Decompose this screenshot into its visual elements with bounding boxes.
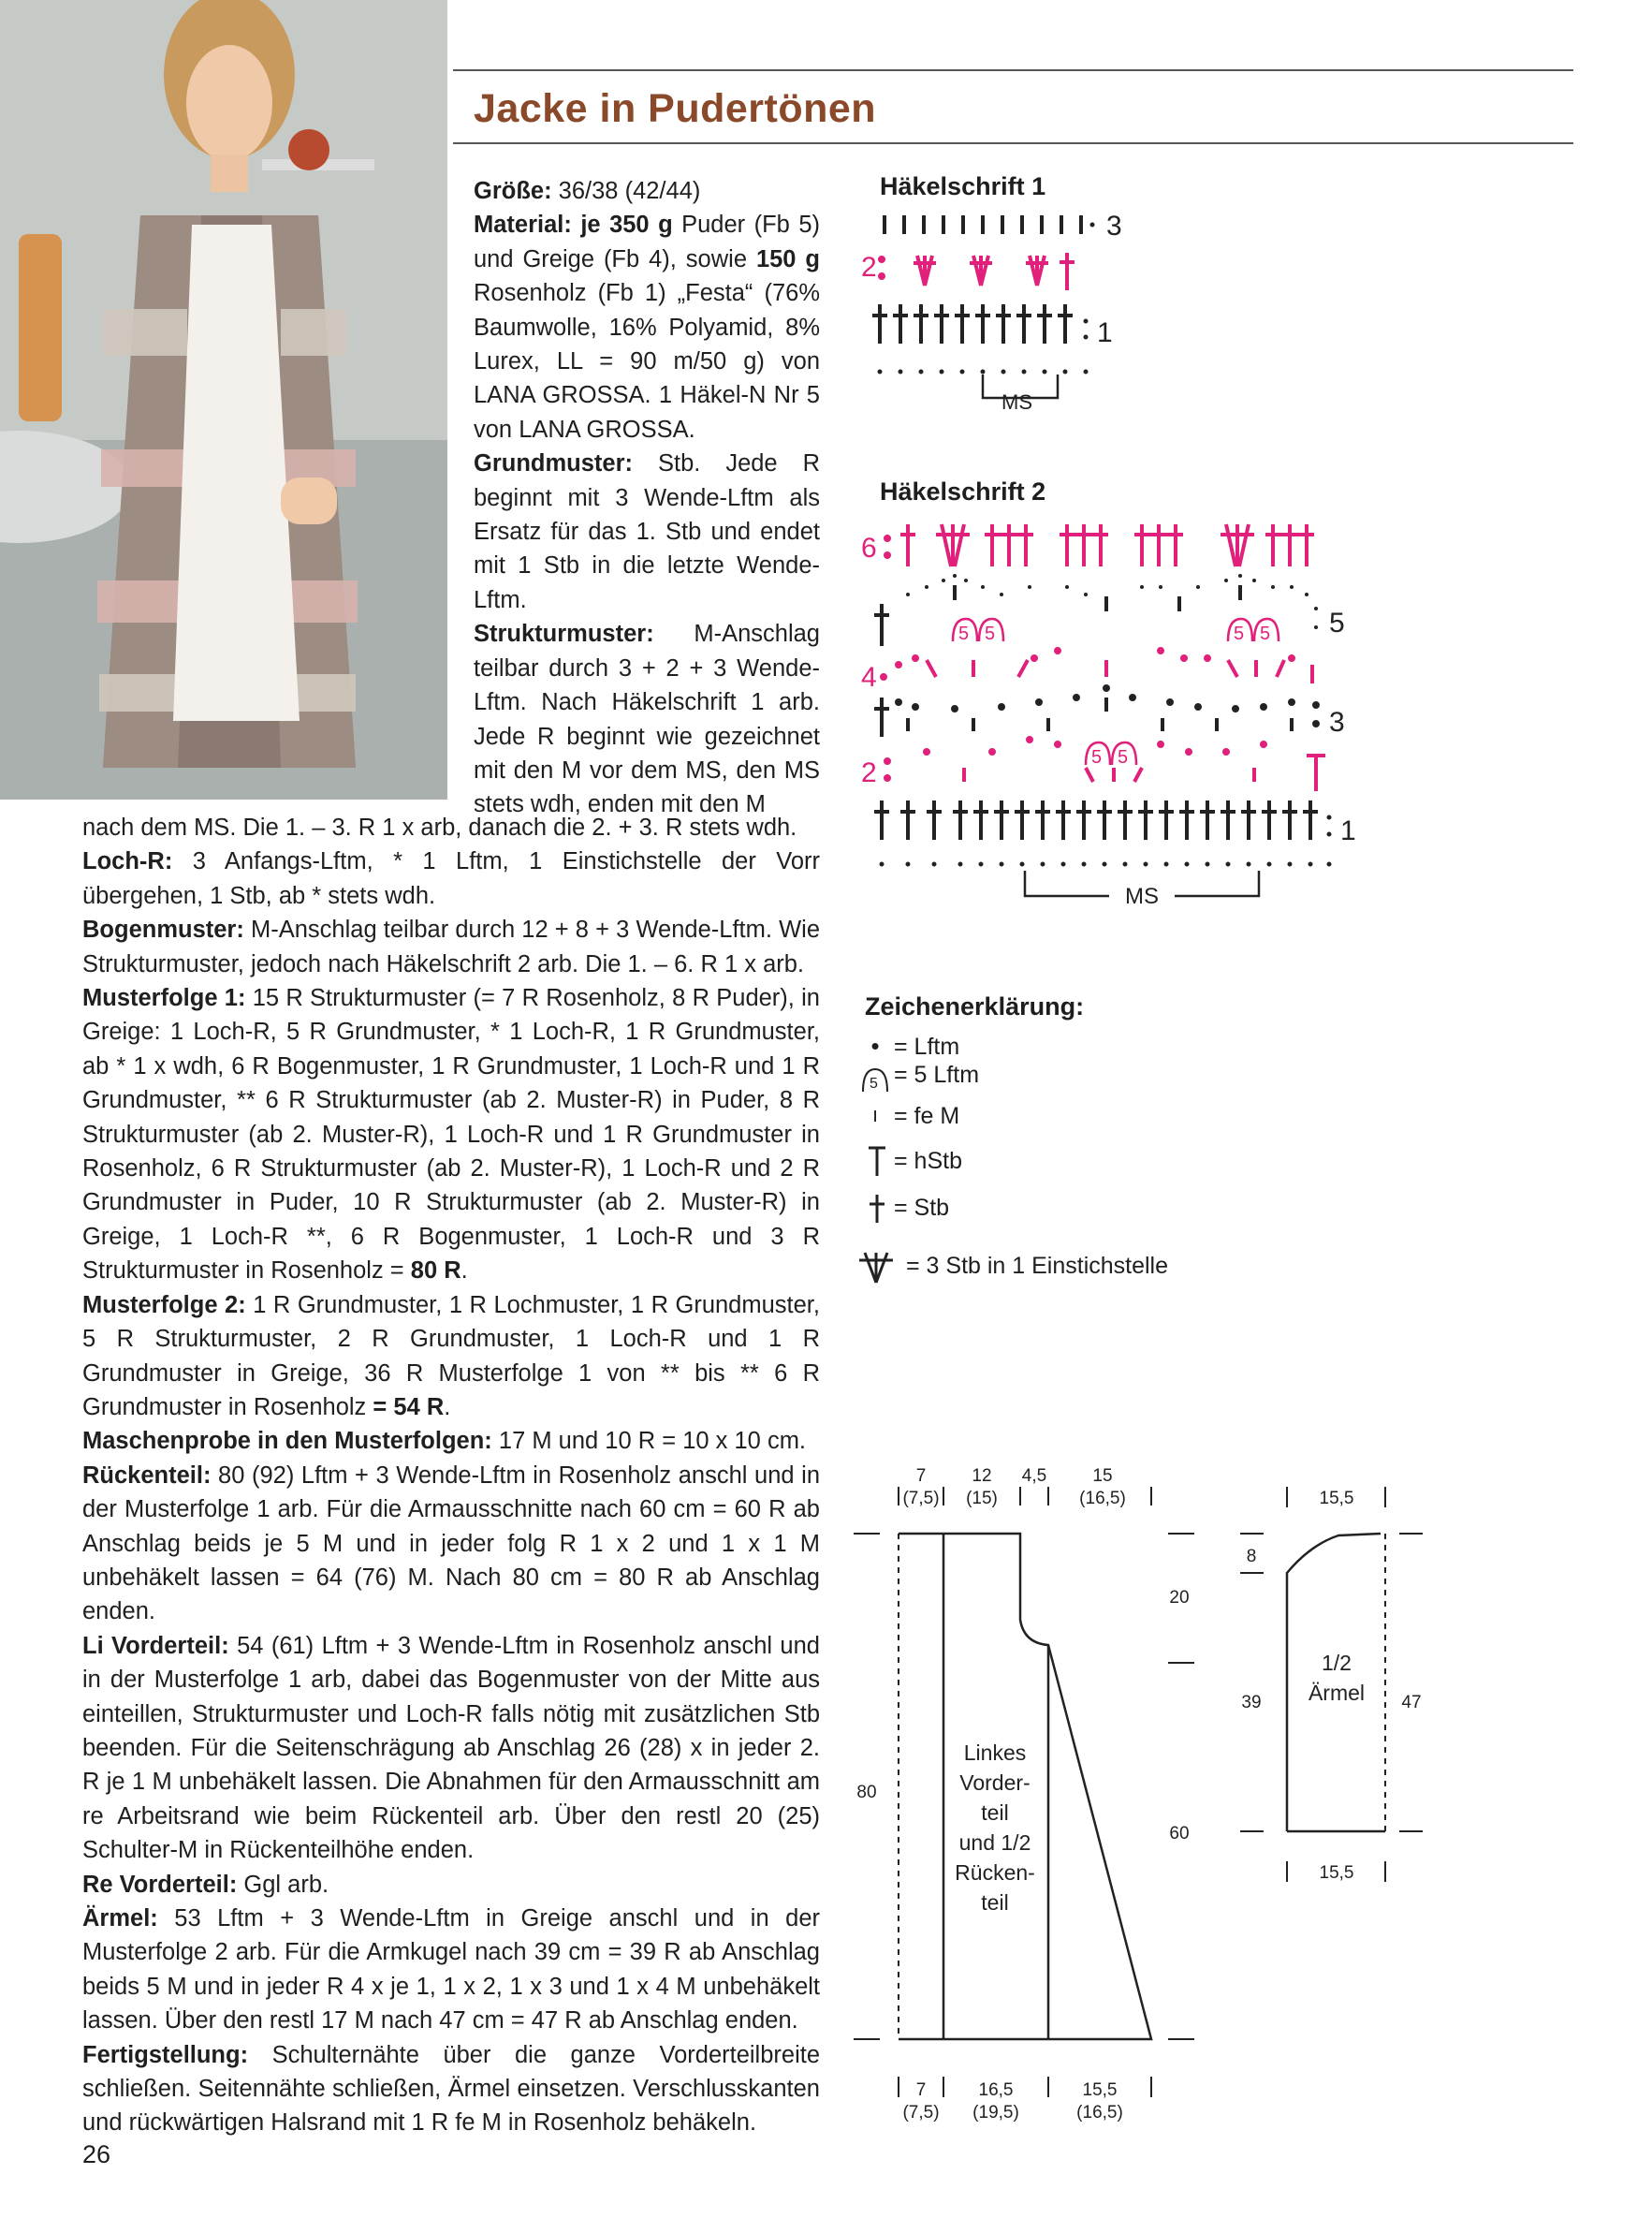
front-top-dim-1-alt: (7,5) bbox=[902, 1489, 940, 1508]
chart2-diagram bbox=[861, 510, 1498, 913]
instructions-top bbox=[474, 174, 820, 822]
front-top-dim-2: 12 bbox=[972, 1466, 992, 1486]
double-crochet-icon bbox=[863, 1191, 891, 1225]
svg-text:5: 5 bbox=[1118, 747, 1129, 768]
para-loch-r: Loch-R: 3 Anfangs-Lftm, * 1 Lftm, 1 Einstichstelle der Vorr übergehen, 1 Stb, ab * stets wdh. bbox=[82, 848, 820, 909]
chart2-row3 bbox=[874, 686, 1318, 737]
front-bottom-dim-2: 16,5 bbox=[978, 2080, 1014, 2100]
sleeve-cap-height: 8 bbox=[1246, 1547, 1257, 1566]
chart2-row-label-3: 3 bbox=[1329, 707, 1345, 738]
svg-text:5: 5 bbox=[870, 1076, 878, 1092]
sleeve-bottom-width: 15,5 bbox=[1319, 1863, 1354, 1883]
front-bottom-dim-1: 7 bbox=[915, 2080, 927, 2100]
chart1-row-label-2: 2 bbox=[861, 252, 877, 283]
chart2-row4-arcs bbox=[953, 619, 1279, 641]
chart2-foundation-chain bbox=[880, 862, 1332, 867]
chart2-row-label-2: 2 bbox=[861, 757, 877, 788]
chart2-heading: Häkelschrift 2 bbox=[880, 477, 1046, 506]
chart1-ms-label: MS bbox=[1001, 390, 1032, 414]
sleeve-label-line-2: Ärmel bbox=[1308, 1681, 1366, 1705]
chart1-row3 bbox=[884, 215, 1081, 234]
para-grundmuster: Grundmuster: Stb. Jede R beginnt mit 3 Wende-Lftm als Ersatz für das 1. Stb und endet mit 1 Stb in die letzte Wende-Lftm. bbox=[474, 450, 820, 613]
chart1-turning-chain bbox=[1090, 223, 1095, 228]
chain-dot-icon: • bbox=[870, 1032, 880, 1060]
front-bottom-dim-1-alt: (7,5) bbox=[902, 2103, 940, 2123]
model-photo bbox=[0, 0, 447, 800]
chart1-side-chains bbox=[1084, 319, 1089, 340]
svg-text:5: 5 bbox=[958, 624, 970, 644]
chart2-row-label-5: 5 bbox=[1329, 608, 1345, 639]
chart2-row4-arc-labels bbox=[958, 624, 1270, 644]
front-top-dim-4: 15 bbox=[1092, 1466, 1113, 1486]
sleeve-total-height: 47 bbox=[1401, 1693, 1422, 1712]
front-top-dim-3: 4,5 bbox=[1021, 1466, 1047, 1486]
legend-item-chain: = Lftm bbox=[894, 1034, 960, 1060]
front-label-line-4: und 1/2 bbox=[958, 1830, 1031, 1855]
legend-item-hdc: = hStb bbox=[894, 1148, 962, 1174]
page-number: 26 bbox=[82, 2140, 111, 2168]
chart2-side-chains bbox=[1327, 815, 1332, 837]
front-bottom-dim-3: 15,5 bbox=[1082, 2080, 1118, 2100]
para-size: Größe: 36/38 (42/44) bbox=[474, 178, 701, 204]
single-crochet-icon: ı bbox=[871, 1103, 879, 1126]
para-fertigstellung: Fertigstellung: Schulternähte über die ganze Vorderteilbreite schließen. Seitennähte schließen, Ärmel einsetzen. Verschlusskanten und rückwärtigen Halsrand mit 1 R fe M in Rosenholz behäkeln. bbox=[82, 2041, 820, 2137]
legend-item-chain5: = 5 Lftm bbox=[894, 1062, 980, 1088]
chart2-ms-label: MS bbox=[1125, 884, 1159, 909]
para-musterfolge-2: Musterfolge 2: 1 R Grundmuster, 1 R Lochmuster, 1 R Grundmuster, 5 R Strukturmuster, 2 R Grundmuster, 1 Loch-R und 1 R Grundmuster in Greige, 36 R Musterfolge 1 von ** bis ** 6 R Grundmuster in Rosenholz = 54 R. bbox=[82, 1291, 820, 1420]
front-label-line-1: Linkes bbox=[963, 1741, 1027, 1765]
chart2-row-label-4: 4 bbox=[861, 662, 877, 693]
front-top-dim-2-alt: (15) bbox=[966, 1489, 998, 1508]
para-material: Material: je 350 g Puder (Fb 5) und Greige (Fb 4), sowie 150 g Rosenholz (Fb 1) „Festa“ (76% Baumwolle, 16% Polyamid, 8% Lurex, LL = 90 m/50 g) von LANA GROSSA. 1 Häkel-N Nr 5 von LANA GROSSA. bbox=[474, 212, 820, 443]
para-rueckenteil: Rückenteil: 80 (92) Lftm + 3 Wende-Lftm in Rosenholz anschl und in der Musterfolge 1 arb. Für die Armausschnitte nach 60 cm = 60 R ab Anschlag beids je 5 M und in jeder folg R 1 x 2 und 1 x 1 M unbehäkelt lassen = 64 (76) M. Nach 80 cm = 80 R ab Anschlag enden. bbox=[82, 1462, 820, 1625]
svg-text:5: 5 bbox=[1260, 624, 1271, 644]
chart2-row1 bbox=[874, 801, 1318, 840]
front-total-height: 80 bbox=[856, 1783, 877, 1802]
front-height-upper: 20 bbox=[1169, 1588, 1190, 1608]
svg-text:5: 5 bbox=[1234, 624, 1245, 644]
chart1-diagram bbox=[861, 201, 1198, 421]
chart2-row5-chains bbox=[906, 574, 1318, 629]
chart1-heading: Häkelschrift 1 bbox=[880, 172, 1046, 200]
para-bogenmuster: Bogenmuster: M-Anschlag teilbar durch 12 + 8 + 3 Wende-Lftm. Wie Strukturmuster, jedoch nach Häkelschrift 2 arb. Die 1. – 6. R 1 x arb. bbox=[82, 917, 820, 977]
front-top-dim-1: 7 bbox=[915, 1466, 927, 1486]
front-bottom-dim-2-alt: (19,5) bbox=[972, 2103, 1019, 2123]
para-musterfolge-1: Musterfolge 1: 15 R Strukturmuster (= 7 R Rosenholz, 8 R Puder), in Greige: 1 Loch-R, 5 R Grundmuster, * 1 Loch-R, 1 R Grundmuster, ab * 1 x wdh, 6 R Bogenmuster, 1 R Grundmuster, 1 Loch-R und 1 R Grundmuster, ** 6 R Strukturmuster (ab 2. Muster-R) in Puder, 8 R Strukturmuster (ab 2. Muster-R), 1 Loch-R und 1 R Grundmuster in Rosenholz, 6 R Strukturmuster (ab 2. Muster-R), 1 Loch-R und 2 R Grundmuster in Puder, 10 R Strukturmuster (ab 2. Muster-R) in Greige, 1 Loch-R **, 6 R Bogenmuster, 1 Loch-R und 3 R Strukturmuster in Rosenholz = 80 R. bbox=[82, 985, 820, 1285]
para-strukturmuster-end: nach dem MS. Die 1. – 3. R 1 x arb, danach die 2. + 3. R stets wdh. bbox=[82, 815, 797, 841]
chart1-row-label-1: 1 bbox=[1097, 317, 1113, 348]
chart1-foundation-chain bbox=[878, 370, 1089, 375]
front-label-line-2: Vorder- bbox=[959, 1770, 1031, 1795]
front-top-dim-4-alt: (16,5) bbox=[1079, 1489, 1126, 1508]
sleeve-top-width: 15,5 bbox=[1319, 1489, 1354, 1508]
title-rule bbox=[453, 142, 1573, 144]
chart1-row-label-3: 3 bbox=[1106, 211, 1122, 242]
front-label-line-3: teil bbox=[981, 1800, 1009, 1825]
dc-fan-icon bbox=[855, 1249, 897, 1286]
half-double-crochet-icon bbox=[863, 1144, 891, 1178]
sleeve-label-line-1: 1/2 bbox=[1322, 1651, 1352, 1675]
para-maschenprobe: Maschenprobe in den Musterfolgen: 17 M und 10 R = 10 x 10 cm. bbox=[82, 1428, 807, 1455]
chain5-arc-icon bbox=[859, 1065, 891, 1094]
legend-heading: Zeichenerklärung: bbox=[865, 992, 1085, 1021]
front-label-line-6: teil bbox=[981, 1890, 1009, 1915]
chart2-row-label-1: 1 bbox=[1340, 815, 1356, 846]
front-height-lower: 60 bbox=[1169, 1824, 1190, 1843]
para-strukturmuster: Strukturmuster: M-Anschlag teilbar durch 3 + 2 + 3 Wende-Lftm. Nach Häkelschrift 1 arb. Jede R beginnt wie gezeichnet mit den M vor dem MS, den MS stets wdh, enden mit den M bbox=[474, 621, 820, 818]
page-title: Jacke in Pudertönen bbox=[474, 86, 877, 131]
top-rule bbox=[453, 69, 1573, 71]
chart2-row6 bbox=[885, 524, 1314, 566]
para-li-vorderteil: Li Vorderteil: 54 (61) Lftm + 3 Wende-Lftm in Rosenholz anschl und in der Musterfolge 1 arb, dabei das Bogenmuster von der Mitte aus einteillen, Strukturmuster und Loch-R falls nötig mit zusätzlichen Stb beenden. Für die Seitenschrägung ab Anschlag 26 (28) x in jeder 2. R je 1 M unbehäkelt lassen. Die Abnahmen für den Armausschnitt am re Arbeitsrand wie beim Rückenteil arb. Über den restl 20 (25) Schulter-M in Rückenteilhöhe enden. bbox=[82, 1632, 820, 1864]
schematic-diagram bbox=[842, 1451, 1441, 2135]
instructions-main bbox=[82, 811, 820, 2140]
chart2-row4-marks bbox=[882, 649, 1312, 683]
legend-item-sc: = fe M bbox=[894, 1103, 960, 1129]
chart1-row2 bbox=[880, 253, 1075, 290]
front-bottom-dim-3-alt: (16,5) bbox=[1076, 2103, 1123, 2123]
chart2-ms-bracket-right bbox=[1175, 871, 1259, 896]
chart2-ms-bracket-left bbox=[1025, 871, 1109, 896]
para-aermel: Ärmel: 53 Lftm + 3 Wende-Lftm in Greige anschl und in der Musterfolge 2 arb. Für die Armkugel nach 39 cm = 39 R ab Anschlag beids 5 M und in jeder R 4 x je 1, 1 x 2, 1 x 3 und 1 x 4 M unbehäkelt lassen. Über den restl 17 M nach 47 cm = 47 R ab Anschlag enden. bbox=[82, 1905, 820, 2034]
chart2-row-label-6: 6 bbox=[861, 533, 877, 564]
legend-item-dc-fan: = 3 Stb in 1 Einstichstelle bbox=[906, 1253, 1169, 1279]
chart2-row5-sc bbox=[874, 585, 1240, 646]
legend-item-dc: = Stb bbox=[894, 1195, 950, 1221]
sleeve-height: 39 bbox=[1241, 1693, 1262, 1712]
svg-text:5: 5 bbox=[985, 624, 996, 644]
para-re-vorderteil: Re Vorderteil: Ggl arb. bbox=[82, 1871, 329, 1898]
svg-text:5: 5 bbox=[1091, 747, 1103, 768]
front-label-line-5: Rücken- bbox=[955, 1860, 1035, 1885]
chart1-row1 bbox=[872, 304, 1073, 344]
